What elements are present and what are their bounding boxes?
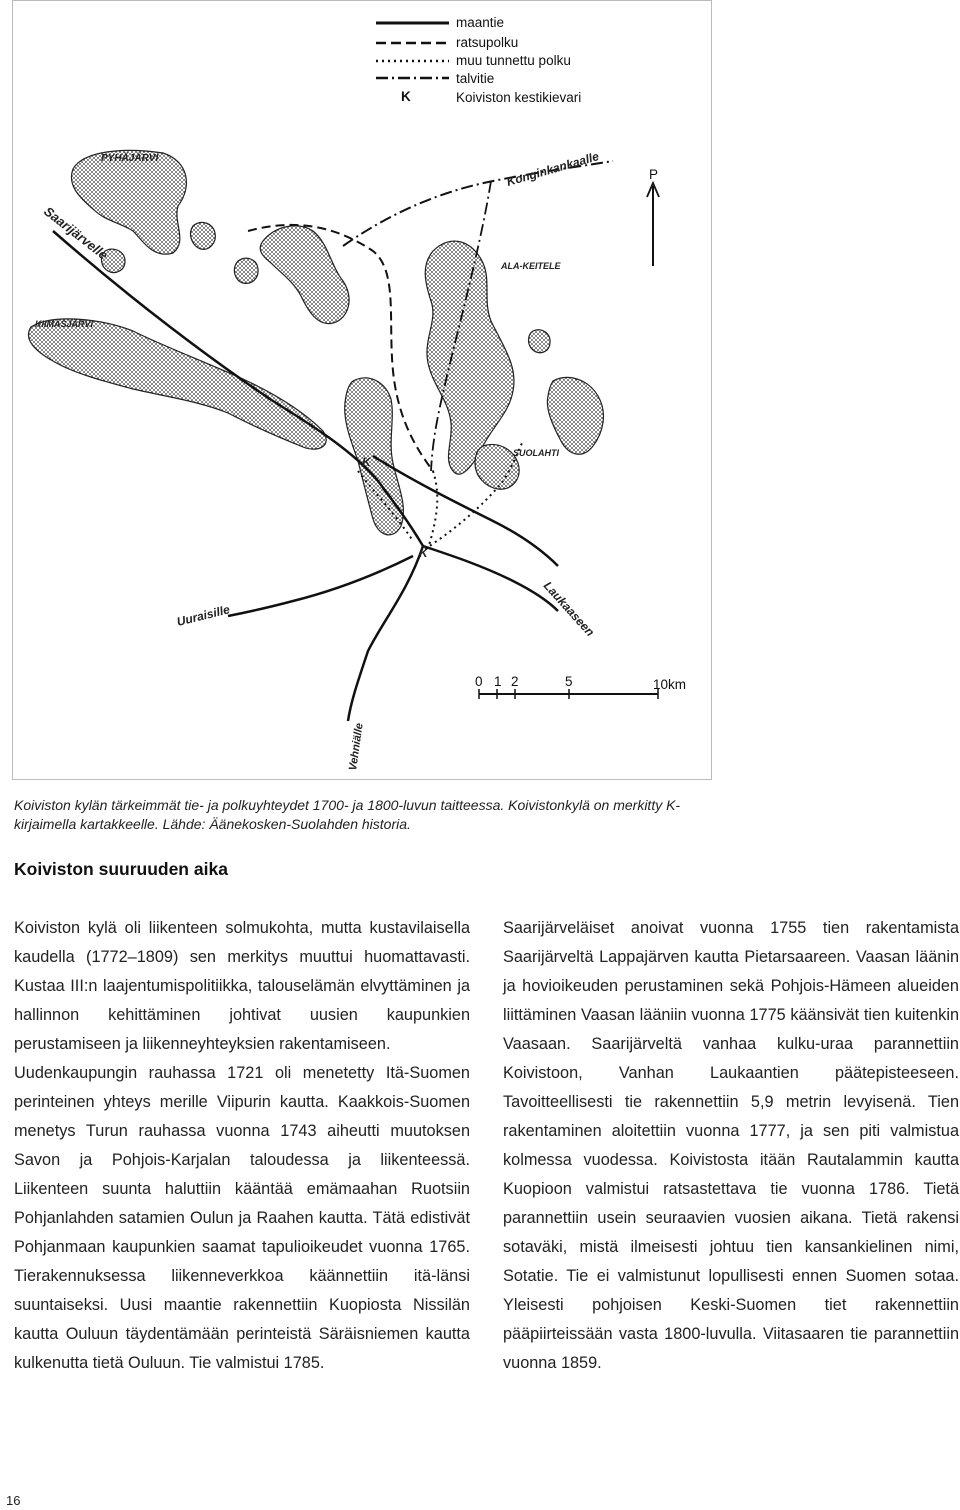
paragraph: Uudenkaupungin rauhassa 1721 oli menetetty Itä-Suomen perinteinen yhteys merille Viipurin kautta. Kaakkois-Suomen menetys Turun rauhassa vuonna 1743 aiheutti muutoksen Savon ja Pohjois-Karjalan taloudessa ja liikenteessä. Liikenteen suunta haluttiin kääntää emämaahan Ruotsiin Pohjanlahden satamien Oulun ja Raahen kautta. Tätä edistivät Pohjanmaan kaupunkien saamat tapulioikeudet vuonna 1765. Tierakennuksessa liikenneverkkoa käännettiin itä-länsi suuntaiseksi. Uusi maantie rakennettiin Kuopiosta Nissilän kautta Ouluun täydentämään perinteistä Säräisniemen kautta kulkenutta tietä Ouluun. Tie valmistui 1785.: [14, 1064, 470, 1372]
road-laukaaseen: [423, 546, 558, 611]
koivisto-k-marker: K: [419, 546, 428, 560]
scale-tick-label: 10km: [653, 677, 687, 692]
legend-label: ratsupolku: [456, 35, 519, 50]
lake-ala-keitele: [425, 241, 514, 474]
scale-tick-label: 1: [494, 674, 502, 689]
north-label: P: [649, 167, 659, 182]
historical-road-map: [12, 0, 712, 780]
text-column-left: [14, 914, 470, 1378]
legend-label: talvitie: [456, 71, 495, 86]
legend-label: Koiviston kestikievari: [456, 90, 582, 105]
place-label-laukaaseen: Laukaaseen: [540, 578, 598, 640]
lake-kiimasjarvi: [28, 319, 326, 449]
lake-east: [547, 377, 603, 454]
map-legend: [376, 15, 581, 105]
place-label-ala-keitele: ALA-KEITELE: [501, 261, 561, 271]
north-arrow: [647, 167, 659, 266]
legend-label: maantie: [456, 15, 505, 30]
paragraph: Saarijärveläiset anoivat vuonna 1755 tien rakentamista Saarijärveltä Lappajärven kautta Pietarsaareen. Vaasan läänin ja hovioikeuden perustaminen sekä Pohjois-Hämeen alueiden liittäminen Vaasan lääniin vuonna 1775 käänsivät tien kuitenkin Vaasaan. Saarijärveltä vanhaa kulku-uraa parannettiin Koivistoon, Vanhan Laukaantien päätepisteeseen. Tavoitteellisesti tie rakennettiin 5,9 metrin levyisenä. Tien rakentaminen aloitettiin vuonna 1777, ja sen piti valmistua kolmessa vuodessa. Koivistosta itään Rautalammin kautta Kuopioon valmistui ratsastettava tie vuonna 1786. Tietä parannettiin usein seuraavien vuosien aikana. Tietä rakensi sotaväki, mistä ilmeisesti johtuu tien kansankielinen nimi, Sotatie. Tie ei valmistunut lopullisesti ennen Suomen sotaa. Yleisesti pohjoisen Keski-Suomen tiet rakennettiin pääpiirteissään vasta 1800-luvulla. Viitasaaren tie parannettiin vuonna 1859.: [503, 919, 959, 1372]
legend-label: muu tunnettu polku: [456, 53, 571, 68]
winter-road: [343, 161, 613, 246]
place-label-saarijarvelle: Saarijärvelle: [41, 203, 111, 263]
place-label-pyhajarvi: PYHÄJÄRVI: [101, 153, 159, 164]
road-main-south: [348, 546, 423, 721]
lakes: [28, 150, 603, 535]
place-label-suolahti: SUOLAHTI: [513, 448, 559, 458]
scale-tick-label: 0: [475, 674, 483, 689]
place-label-konginkankaalle: Konginkankaalle: [504, 149, 601, 189]
scale-bar: [475, 674, 686, 699]
map-caption: Koiviston kylän tärkeimmät tie- ja polkuyhteydet 1700- ja 1800-luvun taitteessa. Koivistonkylä on merkitty K-kirjaimella kartakkeelle. Lähde: Äänekosken-Suolahden historia.: [14, 797, 681, 832]
place-label-vehnialle: Vehniälle: [347, 722, 366, 772]
text-column-right: [503, 914, 959, 1378]
road-uuraisille: [228, 556, 413, 616]
lake-small-1: [191, 222, 216, 249]
place-label-uuraisille: Uuraisille: [175, 602, 232, 629]
other-path: [428, 471, 437, 549]
map-drawing: [13, 1, 711, 779]
place-label-kiimasjarvi: KIIMASJÄRVI: [35, 319, 94, 329]
routes: [53, 161, 613, 721]
koivisto-k-marker: K: [362, 455, 371, 469]
paragraph: Koiviston kylä oli liikenteen solmukohta, mutta kustavilaisella kaudella (1772–1809) sen merkitys muuttui huomattavasti. Kustaa III:n laajentumispolitiikka, talouselämän elvyttäminen ja hallinnon kehittäminen johtivat uusien kaupunkien perustamiseen ja liikenneyhteyksien rakentamiseen.: [14, 919, 470, 1053]
scale-tick-label: 5: [565, 674, 573, 689]
lake-small-2: [234, 258, 258, 283]
page-number: 16: [6, 1493, 21, 1508]
section-title: Koiviston suuruuden aika: [14, 859, 228, 879]
legend-k-symbol: K: [401, 89, 411, 104]
scale-tick-label: 2: [511, 674, 519, 689]
lake-north-chain: [260, 226, 349, 324]
lake-small-4: [529, 330, 551, 353]
